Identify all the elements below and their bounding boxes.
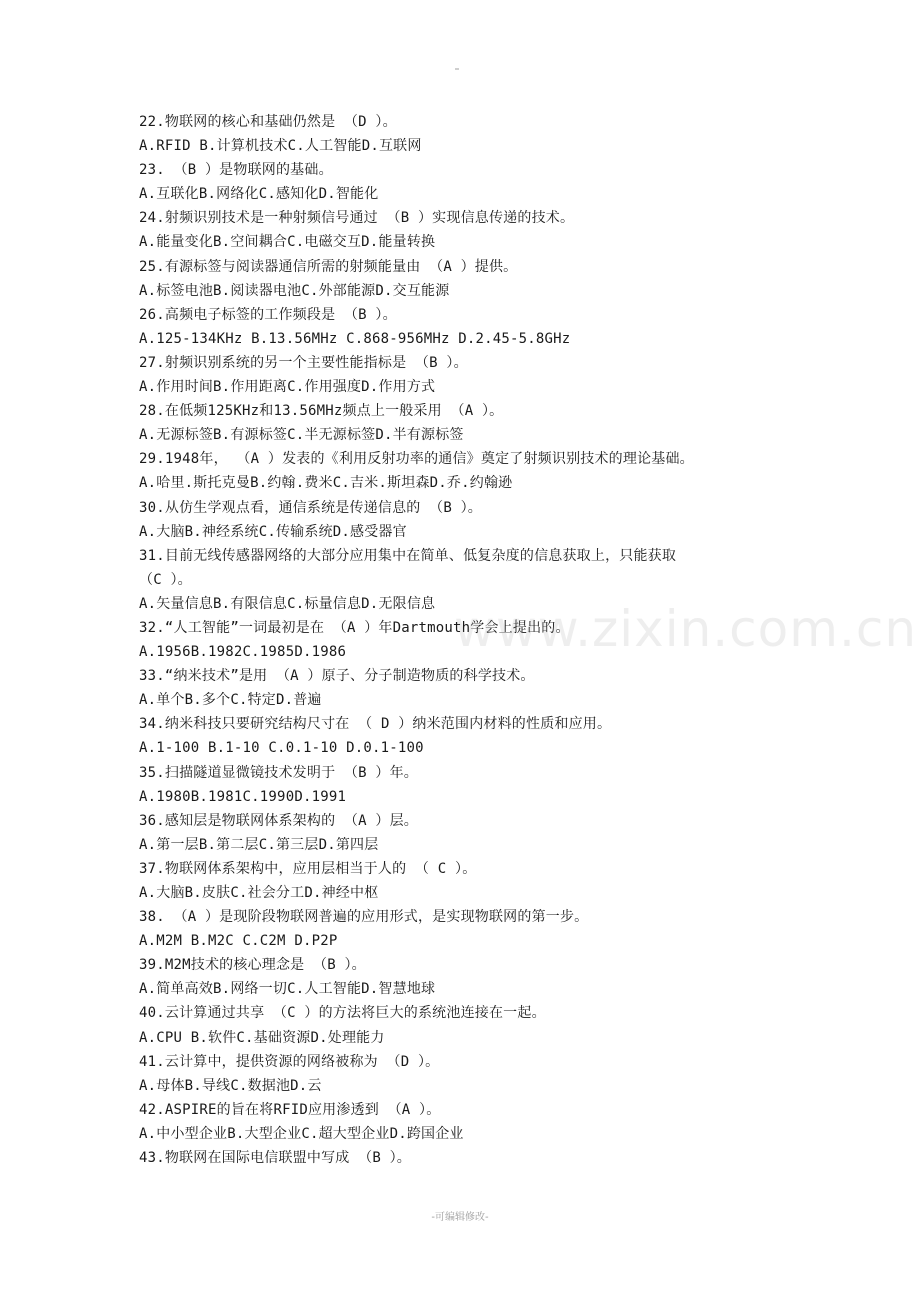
options-line: A.母体B.导线C.数据池D.云: [139, 1077, 322, 1094]
question-line: 35.扫描隧道显微镜技术发明于 （B ）年。: [139, 764, 418, 781]
options-line: A.大脑B.皮肤C.社会分工D.神经中枢: [139, 885, 379, 901]
page-footer: -可编辑修改-: [431, 1212, 489, 1223]
question-line: 34.纳米科技只要研究结构尺寸在 （ D ）纳米范围内材料的性质和应用。: [139, 716, 612, 733]
watermark: www.zixin.com.cn: [454, 600, 918, 658]
question-line: 38. （A ）是现阶段物联网普遍的应用形式，是实现物联网的第一步。: [139, 909, 589, 926]
question-line: 39.M2M技术的核心理念是 （B ）。: [139, 957, 366, 974]
options-line: A.矢量信息B.有限信息C.标量信息D.无限信息: [139, 595, 436, 612]
question-line: 24.射频识别技术是一种射频信号通过 （B ）实现信息传递的技术。: [139, 210, 575, 227]
question-line: 42.ASPIRE的旨在将RFID应用渗透到 （A ）。: [139, 1101, 441, 1118]
options-line: A.作用时间B.作用距离C.作用强度D.作用方式: [139, 379, 436, 396]
options-line: A.能量变化B.空间耦合C.电磁交互D.能量转换: [139, 234, 436, 251]
options-line: A.哈里.斯托克曼B.约翰.费米C.吉米.斯坦森D.乔.约翰逊: [139, 475, 513, 492]
options-line: A.M2M B.M2C C.C2M D.P2P: [139, 933, 338, 950]
options-line: A.RFID B.计算机技术C.人工智能D.互联网: [139, 138, 422, 155]
question-line: （C ）。: [139, 571, 192, 588]
options-line: A.1956B.1982C.1985D.1986: [139, 644, 347, 661]
options-line: A.无源标签B.有源标签C.半无源标签D.半有源标签: [139, 427, 464, 444]
question-line: 33.“纳米技术”是用 （A ）原子、分子制造物质的科学技术。: [139, 668, 535, 685]
options-line: A.标签电池B.阅读器电池C.外部能源D.交互能源: [139, 282, 450, 299]
question-line: 26.高频电子标签的工作频段是 （B ）。: [139, 306, 397, 323]
question-line: 41.云计算中，提供资源的网络被称为 （D ）。: [139, 1053, 440, 1070]
options-line: A.CPU B.软件C.基础资源D.处理能力: [139, 1029, 385, 1046]
question-line: 31.目前无线传感器网络的大部分应用集中在简单、低复杂度的信息获取上，只能获取: [139, 547, 677, 564]
options-line: A.125-134KHz B.13.56MHz C.868-956MHz D.2.45-5.8GHz: [139, 330, 571, 347]
question-line: 30.从仿生学观点看，通信系统是传递信息的 （B ）。: [139, 499, 482, 516]
question-line: 29.1948年， （A ）发表的《利用反射功率的通信》奠定了射频识别技术的理论基础。: [139, 451, 694, 468]
options-line: A.1980B.1981C.1990D.1991: [139, 788, 347, 805]
question-line: 43.物联网在国际电信联盟中写成 （B ）。: [139, 1150, 411, 1167]
question-line: 23. （B ）是物联网的基础。: [139, 162, 333, 179]
options-line: A.1-100 B.1-10 C.0.1-10 D.0.1-100: [139, 740, 424, 757]
question-line: 28.在低频125KHz和13.56MHz频点上一般采用 （A ）。: [139, 403, 504, 420]
question-line: 37.物联网体系架构中，应用层相当于人的 （ C ）。: [139, 860, 477, 877]
options-line: A.大脑B.神经系统C.传输系统D.感受器官: [139, 523, 407, 540]
options-line: A.互联化B.网络化C.感知化D.智能化: [139, 186, 379, 203]
question-line: 40.云计算通过共享 （C ）的方法将巨大的系统池连接在一起。: [139, 1005, 546, 1022]
question-line: 25.有源标签与阅读器通信所需的射频能量由 （A ）提供。: [139, 258, 518, 275]
options-line: A.单个B.多个C.特定D.普遍: [139, 692, 322, 709]
options-line: A.第一层B.第二层C.第三层D.第四层: [139, 836, 379, 853]
question-line: 32.“人工智能”一词最初是在 （A ）年Dartmouth学会上提出的。: [139, 619, 570, 636]
question-line: 27.射频识别系统的另一个主要性能指标是 （B ）。: [139, 354, 468, 371]
question-line: 36.感知层是物联网体系架构的 （A ）层。: [139, 812, 418, 829]
options-line: A.中小型企业B.大型企业C.超大型企业D.跨国企业: [139, 1125, 464, 1142]
question-line: 22.物联网的核心和基础仍然是 （D ）。: [139, 114, 397, 130]
header-mark: [455, 68, 459, 70]
options-line: A.简单高效B.网络一切C.人工智能D.智慧地球: [139, 981, 436, 998]
